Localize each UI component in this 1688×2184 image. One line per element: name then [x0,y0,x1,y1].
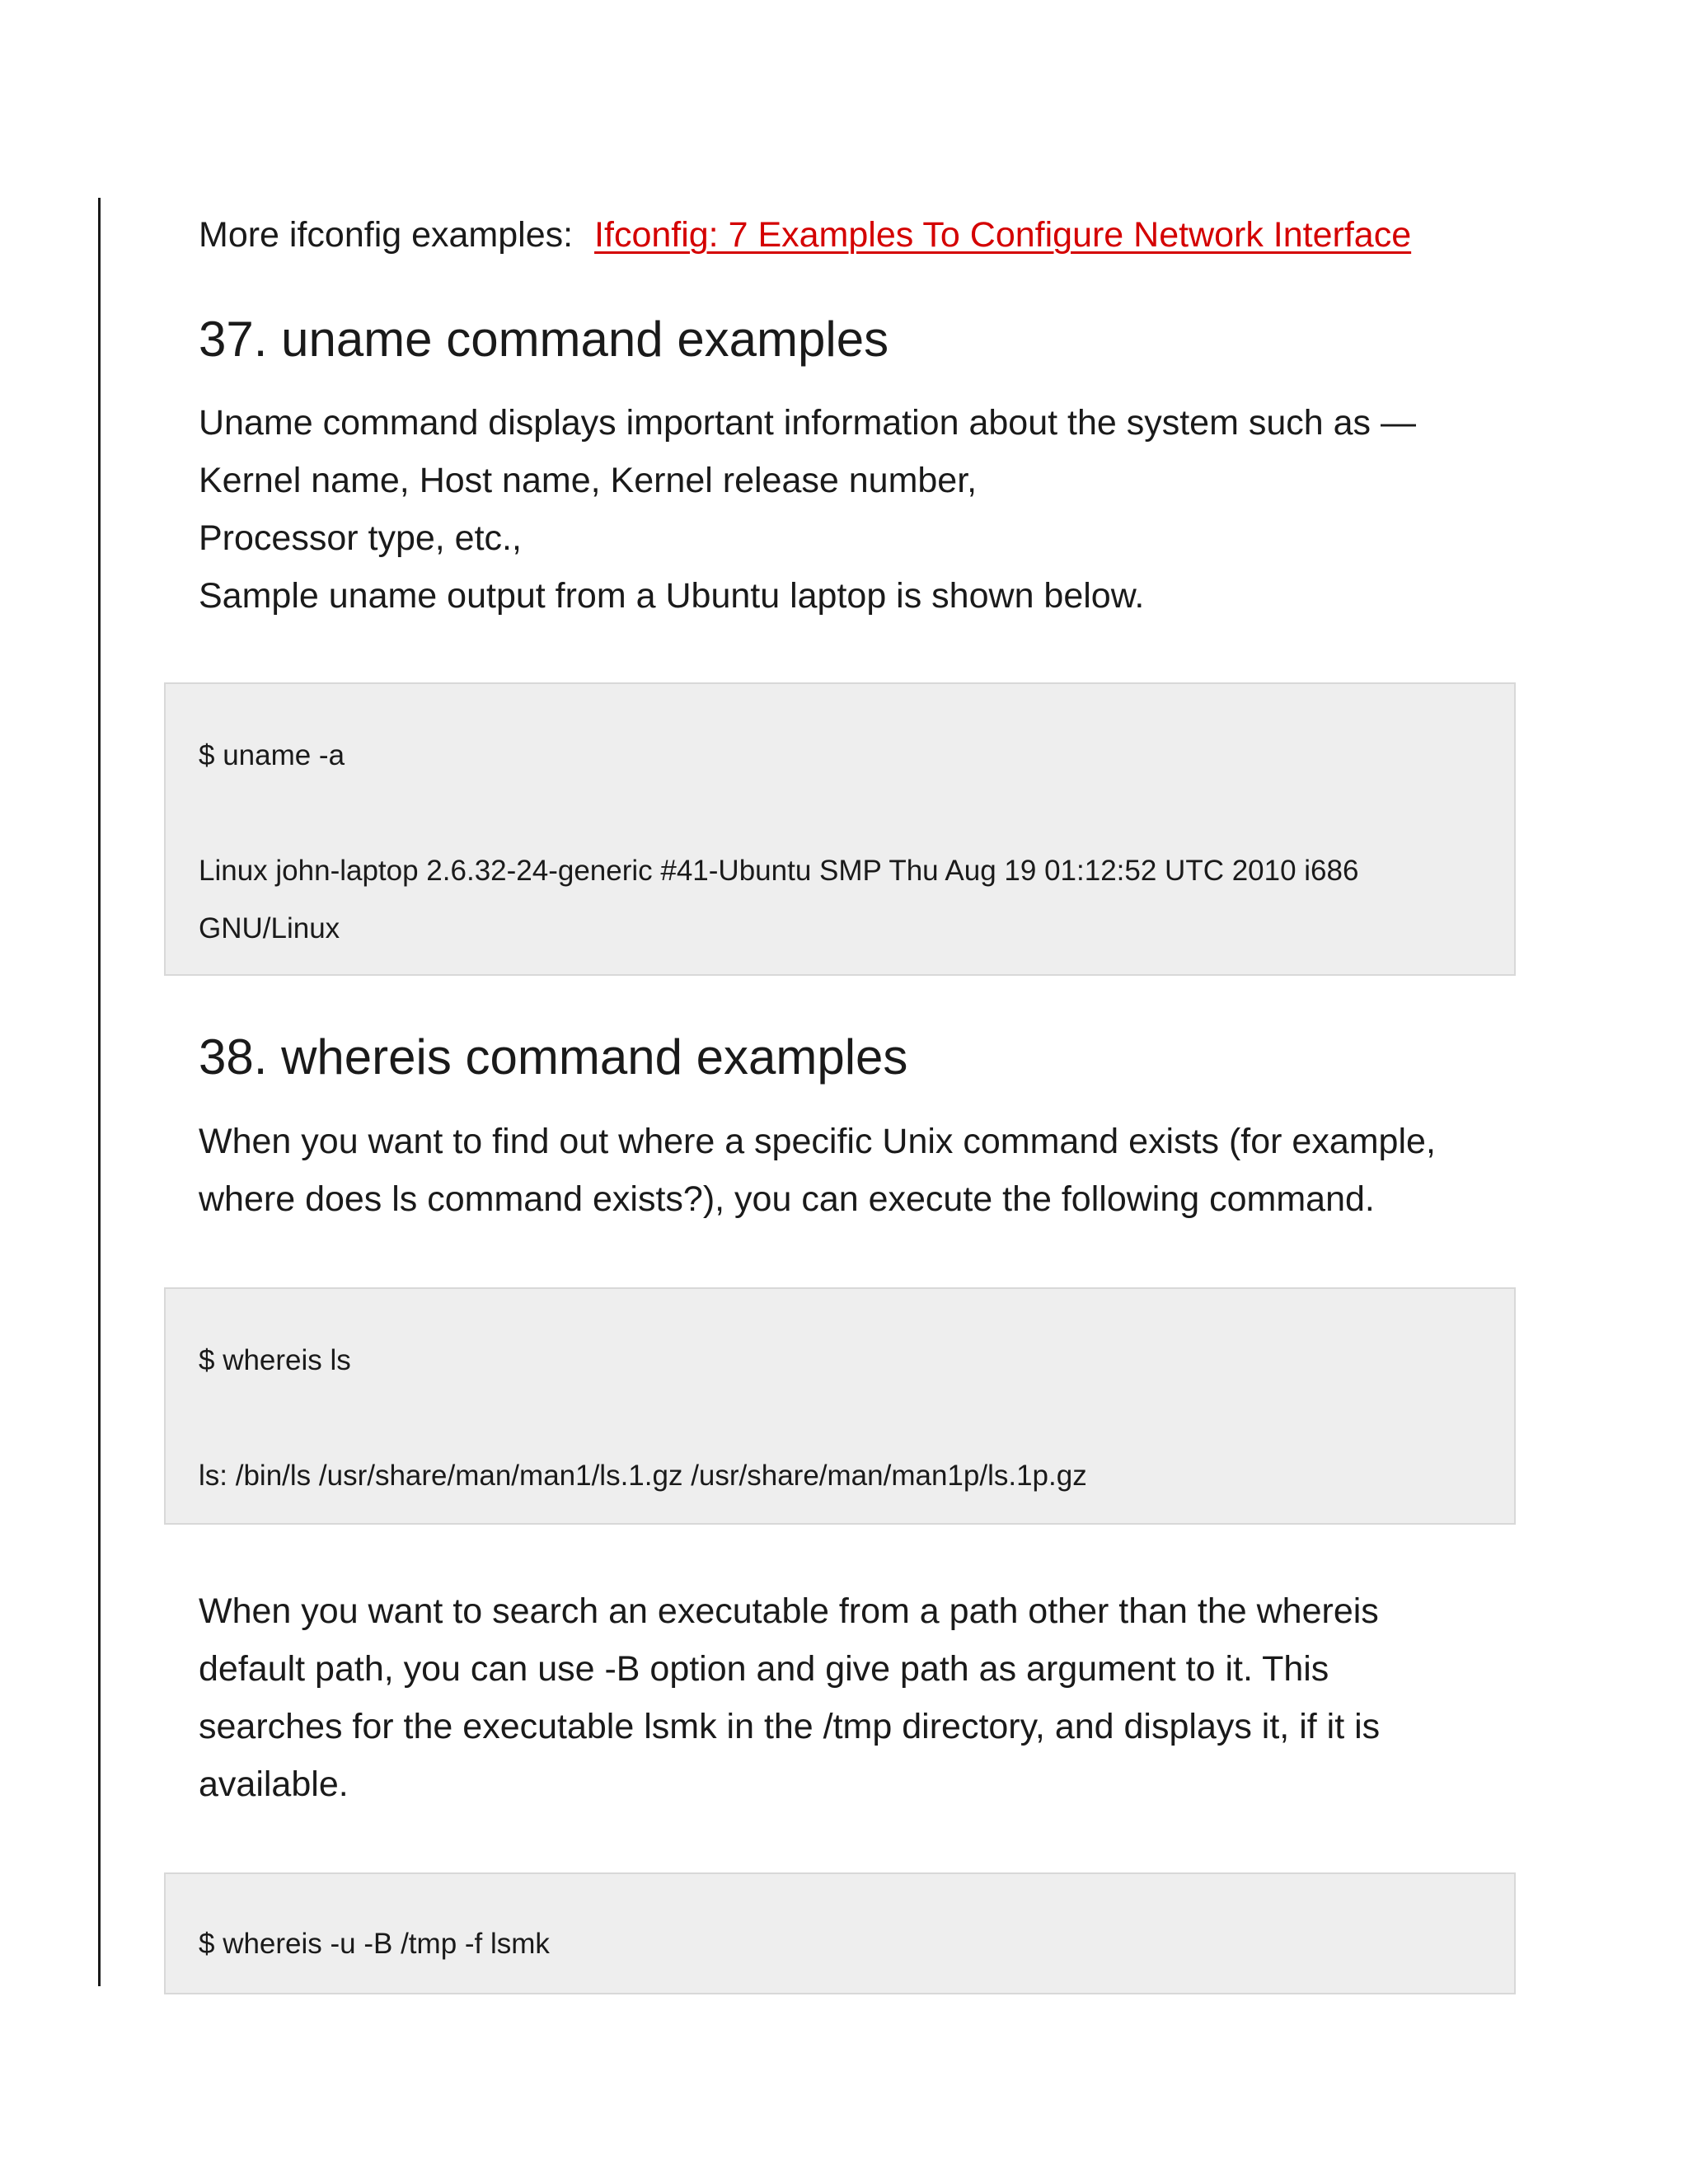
paragraph-line: Uname command displays important information about the system such as — [199,403,1416,443]
section-37-heading: 37. uname command examples [199,312,889,367]
paragraph-line: Kernel name, Host name, Kernel release number, [199,461,978,500]
paragraph-line: available. [199,1765,349,1804]
section-38-paragraph-2 [199,1582,1451,1813]
paragraph-line: When you want to find out where a specific Unix command exists (for example, [199,1122,1436,1161]
whereis-code-block [164,1287,1516,1525]
paragraph-line: searches for the executable lsmk in the /tmp directory, and displays it, if it is [199,1707,1381,1746]
code-line: $ whereis ls [199,1344,351,1376]
paragraph-line: Processor type, etc., [199,518,522,558]
code-line: ls: /bin/ls /usr/share/man/man1/ls.1.gz /usr/share/man/man1p/ls.1p.gz [199,1460,1087,1492]
left-margin-rule [98,198,101,1986]
section-38-paragraph-1 [199,1113,1451,1228]
paragraph-line: default path, you can use -B option and give path as argument to it. This [199,1649,1329,1689]
section-37-paragraph [199,394,1451,625]
ifconfig-examples-link[interactable]: Ifconfig: 7 Examples To Configure Network Interface [594,215,1412,255]
section-38-heading: 38. whereis command examples [199,1029,908,1085]
code-line: $ whereis -u -B /tmp -f lsmk [199,1928,550,1960]
code-line: Linux john-laptop 2.6.32-24-generic #41-Ubuntu SMP Thu Aug 19 01:12:52 UTC 2010 i686 [199,855,1359,887]
more-examples-prefix: More ifconfig examples: [199,215,574,255]
more-examples-line [199,210,1411,260]
paragraph-line: Sample uname output from a Ubuntu laptop is shown below. [199,576,1145,616]
code-line: GNU/Linux [199,912,340,944]
uname-code-block [164,682,1516,976]
code-line: $ uname -a [199,739,345,771]
paragraph-line: where does ls command exists?), you can execute the following command. [199,1179,1375,1219]
paragraph-line: When you want to search an executable from a path other than the whereis [199,1591,1379,1631]
whereis-path-code-block [164,1872,1516,1994]
